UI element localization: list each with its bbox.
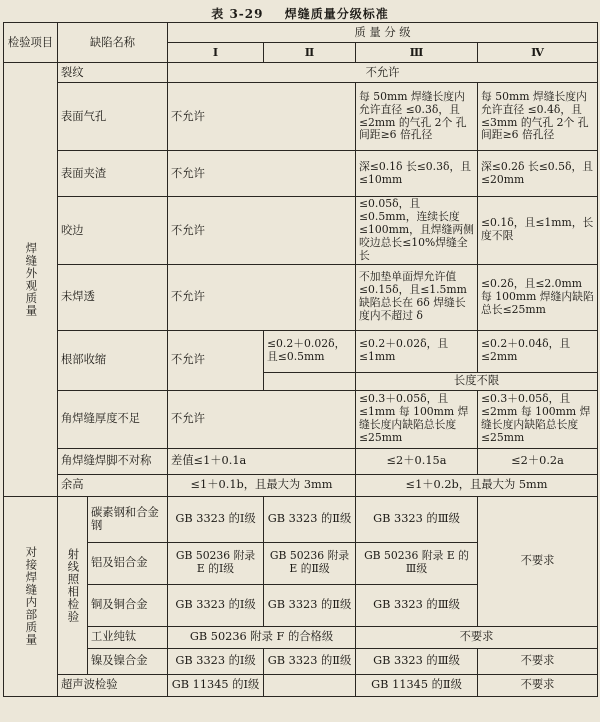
pore-level-4: 每 50mm 焊缝长度内允许直径 ≤0.4δ，且≤3mm 的气孔 2个 孔间距≥6 倍孔径 (478, 83, 598, 151)
copper-level-1: GB 3323 的Ⅰ级 (168, 584, 264, 626)
nickel-level-1: GB 3323 的Ⅰ级 (168, 648, 264, 674)
slag-level-4: 深≤0.2δ 长≤0.5δ，且≤20mm (478, 151, 598, 197)
slag-level-1-2: 不允许 (168, 151, 356, 197)
rootshrink-level-2: ≤0.2＋0.02δ，且≤0.5mm (264, 330, 356, 372)
method-ultrasonic: 超声波检验 (58, 674, 168, 696)
rootshrink-length-unlimited: 长度不限 (356, 372, 598, 390)
defect-undercut: 咬边 (58, 197, 168, 265)
defect-crack: 裂纹 (58, 63, 168, 83)
carbon-level-1: GB 3323 的Ⅰ级 (168, 496, 264, 542)
titanium-level-3-4: 不要求 (356, 626, 598, 648)
aluminum-level-3: GB 50236 附录 E 的Ⅲ级 (356, 542, 478, 584)
table-title: 焊缝质量分级标准 (284, 7, 389, 21)
rootshrink-level-1: 不允许 (168, 330, 264, 390)
rootshrink-level-2-blank (264, 372, 356, 390)
fillet-asym-level-4: ≤2＋0.2a (478, 448, 598, 474)
defect-fillet-thickness: 角焊缝厚度不足 (58, 390, 168, 448)
titanium-level-1-2: GB 50236 附录 F 的合格级 (168, 626, 356, 648)
nickel-level-3: GB 3323 的Ⅲ级 (356, 648, 478, 674)
table-number: 表 3-29 (211, 7, 264, 21)
table-row (4, 648, 598, 674)
nickel-level-4: 不要求 (478, 648, 598, 674)
pore-level-3: 每 50mm 焊缝长度内允许直径 ≤0.3δ，且≤2mm 的气孔 2个 孔间距≥6 倍孔径 (356, 83, 478, 151)
undercut-level-3: ≤0.05δ，且≤0.5mm，连续长度≤100mm，且焊缝两侧咬边总长≤10%焊缝全长 (356, 197, 478, 265)
defect-reinforcement: 余高 (58, 474, 168, 496)
crack-all-levels: 不允许 (168, 63, 598, 83)
copper-level-3: GB 3323 的Ⅲ级 (356, 584, 478, 626)
header-quality-grade: 质 量 分 级 (168, 23, 598, 43)
defect-surface-slag: 表面夹渣 (58, 151, 168, 197)
table-row (4, 151, 598, 197)
fillet-asym-level-1-2: 差值≤1＋0.1a (168, 448, 356, 474)
level-1: Ⅰ (168, 43, 264, 63)
fillet-thin-level-3: ≤0.3＋0.05δ，且≤1mm 每 100mm 焊缝长度内缺陷总长度≤25mm (356, 390, 478, 448)
lackpen-level-1-2: 不允许 (168, 264, 356, 330)
weld-quality-table (3, 22, 598, 697)
fillet-thin-level-1-2: 不允许 (168, 390, 356, 448)
undercut-level-1-2: 不允许 (168, 197, 356, 265)
ultrasonic-level-2 (264, 674, 356, 696)
slag-level-3: 深≤0.1δ 长≤0.3δ，且≤10mm (356, 151, 478, 197)
level-2: Ⅱ (264, 43, 356, 63)
reinforce-level-3-4: ≤1＋0.2b，且最大为 5mm (356, 474, 598, 496)
defect-lack-of-penetration: 未焊透 (58, 264, 168, 330)
material-copper: 铜及铜合金 (88, 584, 168, 626)
header-inspection-item: 检验项目 (4, 23, 58, 63)
table-row (4, 330, 598, 372)
ultrasonic-level-4: 不要求 (478, 674, 598, 696)
fillet-thin-level-4: ≤0.3＋0.05δ，且≤2mm 每 100mm 焊缝长度内缺陷总长度≤25mm (478, 390, 598, 448)
ultrasonic-level-3: GB 11345 的Ⅱ级 (356, 674, 478, 696)
group-radiographic: 射线照相检验 (58, 496, 88, 674)
material-aluminum: 铝及铝合金 (88, 542, 168, 584)
aluminum-level-2: GB 50236 附录 E 的Ⅱ级 (264, 542, 356, 584)
material-titanium: 工业纯钛 (88, 626, 168, 648)
table-row (4, 197, 598, 265)
copper-level-2: GB 3323 的Ⅱ级 (264, 584, 356, 626)
fillet-asym-level-3: ≤2＋0.15a (356, 448, 478, 474)
table-row (4, 496, 598, 542)
carbon-level-2: GB 3323 的Ⅱ级 (264, 496, 356, 542)
table-row (4, 474, 598, 496)
carbon-level-3: GB 3323 的Ⅲ级 (356, 496, 478, 542)
header-defect-name: 缺陷名称 (58, 23, 168, 63)
carbon-al-cu-level-4: 不要求 (478, 496, 598, 626)
table-row (4, 448, 598, 474)
pore-level-1-2: 不允许 (168, 83, 356, 151)
level-3: Ⅲ (356, 43, 478, 63)
lackpen-level-4: ≤0.2δ，且≤2.0mm 每 100mm 焊缝内缺陷总长≤25mm (478, 264, 598, 330)
defect-surface-pore: 表面气孔 (58, 83, 168, 151)
lackpen-level-3: 不加垫单面焊允许值≤0.15δ，且≤1.5mm 缺陷总长在 6δ 焊缝长度内不超过 δ (356, 264, 478, 330)
table-caption (0, 5, 600, 22)
table-row (4, 390, 598, 448)
rootshrink-level-3: ≤0.2＋0.02δ，且≤1mm (356, 330, 478, 372)
aluminum-level-1: GB 50236 附录 E 的Ⅰ级 (168, 542, 264, 584)
material-nickel: 镍及镍合金 (88, 648, 168, 674)
level-4: Ⅳ (478, 43, 598, 63)
table-row (4, 674, 598, 696)
ultrasonic-level-1: GB 11345 的Ⅰ级 (168, 674, 264, 696)
table-row (4, 626, 598, 648)
header-row (4, 23, 598, 43)
nickel-level-2: GB 3323 的Ⅱ级 (264, 648, 356, 674)
defect-root-shrinkage: 根部收缩 (58, 330, 168, 390)
rootshrink-level-4: ≤0.2＋0.04δ，且≤2mm (478, 330, 598, 372)
table-row (4, 63, 598, 83)
table-row (4, 264, 598, 330)
material-carbon-steel: 碳素钢和合金钢 (88, 496, 168, 542)
defect-fillet-asymmetry: 角焊缝焊脚不对称 (58, 448, 168, 474)
table-row (4, 83, 598, 151)
undercut-level-4: ≤0.1δ，且≤1mm，长度不限 (478, 197, 598, 265)
group-internal-quality: 对接焊缝内部质量 (4, 496, 58, 696)
reinforce-level-1-2: ≤1＋0.1b，且最大为 3mm (168, 474, 356, 496)
group-external-quality: 焊缝外观质量 (4, 63, 58, 497)
